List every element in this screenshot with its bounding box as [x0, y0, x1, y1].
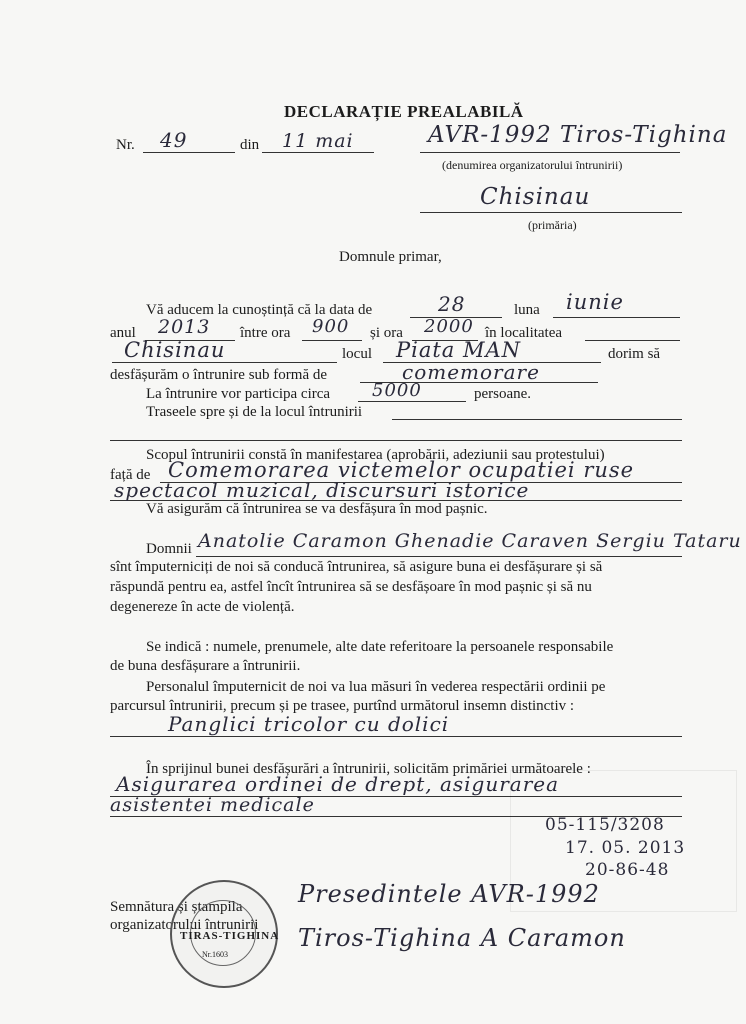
nr-label: Nr. [116, 137, 135, 153]
body-line-12: răspundă pentru ea, astfel încît întrunirea să se desfășoare în mod pașnic și să nu [110, 579, 592, 595]
hour-from-line [302, 340, 362, 341]
body-line-11: sînt împuterniciți de noi să conducă întrunirea, să asigure buna ei desfășurare și să [110, 559, 603, 575]
signature-label-2: organizatorului întrunirii [110, 917, 259, 933]
city-line [420, 212, 682, 213]
nr-value: 49 [160, 128, 188, 152]
organizer-caption: (denumirea organizatorului întrunirii) [442, 158, 623, 172]
signature-label-1: Semnătura și ștampila [110, 899, 243, 915]
hour-from-label: între ora [240, 325, 291, 341]
request-value-1: Asigurarea ordinei de drept, asigurarea [116, 772, 560, 796]
purpose-value-2: spectacol muzical, discursuri istorice [114, 478, 530, 502]
routes-label: Traseele spre și de la locul întrunirii [146, 404, 363, 420]
document-title: DECLARAȚIE PREALABILĂ [284, 102, 524, 121]
nr-line [143, 152, 235, 153]
registration-phone: 20-86-48 [585, 860, 670, 880]
form-label: desfășurăm o întrunire sub formă de [110, 367, 328, 383]
hour-to-value: 2000 [424, 316, 474, 337]
purpose-intro: Scopul întrunirii constă în manifestarea (aprobării, adeziunii sau protestului) [146, 447, 605, 463]
body-line-15: de buna desfășurare a întrunirii. [110, 658, 301, 674]
organizer-line [420, 152, 680, 153]
registration-date: 17. 05. 2013 [565, 838, 686, 858]
participants-label: La întrunire vor participa circa [146, 386, 331, 402]
month-line [553, 317, 680, 318]
participants-suffix: persoane. [474, 386, 532, 402]
purpose-label: față de [110, 467, 151, 483]
participants-value: 5000 [372, 380, 422, 401]
locality-value-line [112, 362, 337, 363]
din-label: din [240, 137, 260, 153]
routes-line-2 [110, 440, 682, 441]
month-label: luna [514, 302, 540, 318]
participants-line [358, 401, 466, 402]
body-line-18: În sprijinul bunei desfășurări a întrunirii, solicităm primăriei următoarele : [146, 761, 591, 777]
stamp-name: TIRAS-TIGHINA [180, 930, 280, 942]
persons-line [196, 556, 682, 557]
body-line-13: degenereze în acte de violență. [110, 599, 295, 615]
salutation: Domnule primar, [339, 249, 442, 265]
city-value: Chisinau [480, 184, 591, 210]
place-value: Piata MAN [396, 338, 522, 362]
month-value: iunie [566, 290, 624, 314]
hour-to-label: și ora [370, 325, 403, 341]
year-value: 2013 [158, 316, 211, 338]
date-line [262, 152, 374, 153]
peaceful-assurance: Vă asigurăm că întrunirea se va desfășura în mod pașnic. [146, 501, 488, 517]
organizer-value: AVR-1992 Tiros-Tighina [428, 122, 728, 148]
insign-line [110, 736, 682, 737]
body-line-1: Vă aducem la cunoștință că la data de [146, 302, 373, 318]
purpose-value-1: Comemorarea victemelor ocupatiei ruse [168, 458, 635, 482]
locality-label: în localitatea [485, 325, 563, 341]
registration-code: 05-115/3208 [545, 815, 665, 835]
day-value: 28 [438, 292, 466, 316]
place-suffix: dorim să [608, 346, 661, 362]
body-line-14: Se indică : numele, prenumele, alte date referitoare la persoanele responsabile [146, 639, 614, 655]
hour-from-value: 900 [312, 316, 350, 337]
persons-value: Anatolie Caramon Ghenadie Caraven Sergiu Tataru [198, 530, 742, 552]
signature-line-1: Presedintele AVR-1992 [298, 880, 600, 908]
stamp-number: Nr.1603 [202, 950, 228, 959]
primaria-caption: (primăria) [528, 218, 577, 232]
body-line-16: Personalul împuternicit de noi va lua măsuri în vederea respectării ordinii pe [146, 679, 606, 695]
request-value-2: asistentei medicale [110, 794, 315, 816]
year-label: anul [110, 325, 136, 341]
locality-value: Chisinau [124, 338, 226, 362]
body-line-17: parcursul întrunirii, precum și pe trasee, purtînd următorul insemn distinctiv : [110, 698, 575, 714]
date-value: 11 mai [282, 130, 354, 152]
locality-line [585, 340, 680, 341]
place-label: locul [342, 346, 372, 362]
routes-line [392, 419, 682, 420]
form-value: comemorare [402, 360, 540, 384]
insign-value: Panglici tricolor cu dolici [168, 712, 450, 736]
persons-label: Domnii [146, 541, 192, 557]
signature-line-2: Tiros-Tighina A Caramon [298, 924, 626, 952]
